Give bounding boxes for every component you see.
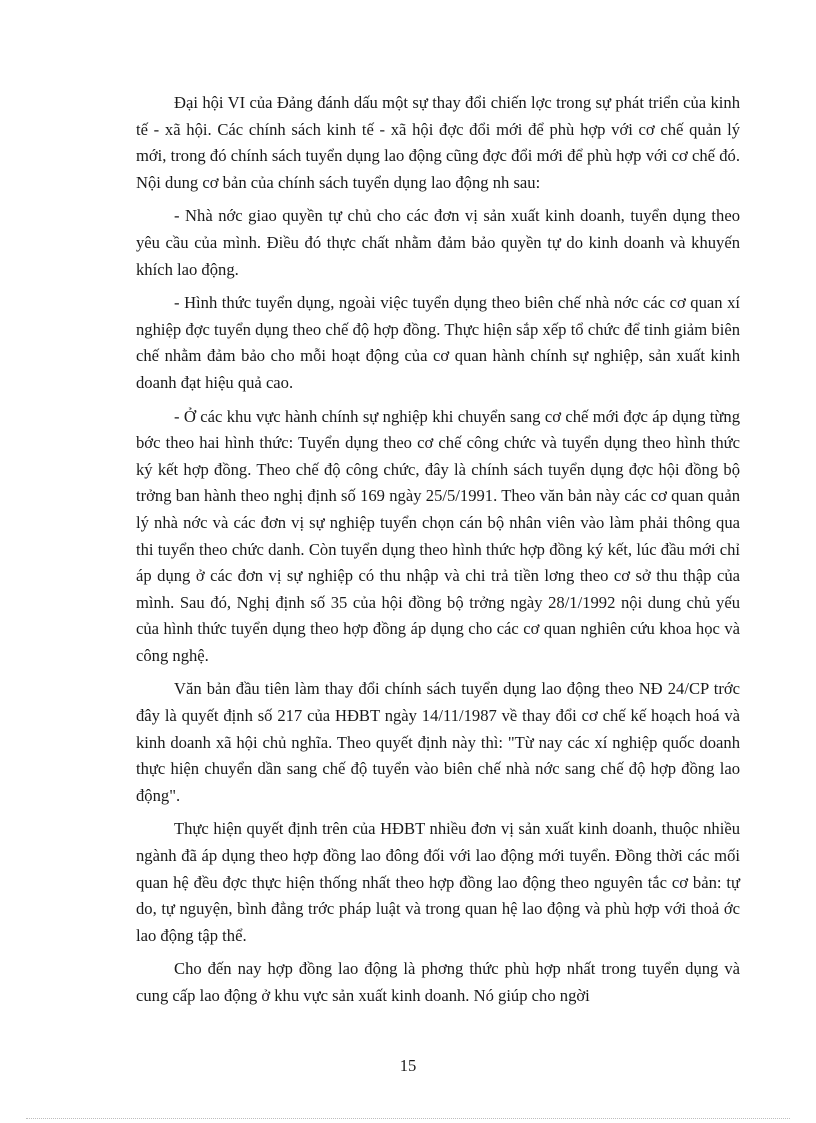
page-number: 15 — [399, 1056, 417, 1075]
paragraph-decision-217: Văn bản đầu tiên làm thay đổi chính sách tuyển dụng lao động theo NĐ 24/CP trớc đây là quyết định số 217 của HĐBT ngày 14/11/1987 về thay đổi cơ chế kế hoạch hoá và kinh doanh xã hội chủ nghĩa. Theo quyết định này thì: "Từ nay các xí nghiệp quốc doanh thực hiện chuyển dần sang chế độ tuyển vào biên chế nhà nớc sang chế độ hợp đồng lao động". — [136, 679, 740, 805]
paragraph-implementation: Thực hiện quyết định trên của HĐBT nhiều đơn vị sản xuất kinh doanh, thuộc nhiều ngành đã áp dụng theo hợp đồng lao đông đối với lao động mới tuyển. Đồng thời các mối quan hệ đều đợc thực hiện thống nhất theo hợp đồng lao động theo nguyên tắc cơ bản: tự do, tự nguyện, bình đẳng trớc pháp luật và trong quan hệ lao động và phù hợp với thoả ớc lao động tập thể. — [136, 819, 740, 945]
paragraph-labor-contract: Cho đến nay hợp đồng lao động là phơng thức phù hợp nhất trong tuyển dụng và cung cấp lao động ở khu vực sản xuất kinh doanh. Nó giúp cho ngời — [136, 959, 740, 1005]
paragraph-intro: Đại hội VI của Đảng đánh dấu một sự thay đổi chiến lợc trong sự phát triển của kinh tế - xã hội. Các chính sách kinh tế - xã hội đợc đổi mới để phù hợp với cơ chế quản lý mới, trong đó chính sách tuyển dụng lao động cũng đợc đổi mới để phù hợp với cơ chế đó. Nội dung cơ bản của chính sách tuyển dụng lao động nh sau: — [136, 93, 740, 192]
paragraph-recruitment-form: - Hình thức tuyển dụng, ngoài việc tuyển dụng theo biên chế nhà nớc các cơ quan xí nghiệp đợc tuyển dụng theo chế độ hợp đồng. Thực hiện sắp xếp tổ chức để tinh giảm biên chế nhằm đảm bảo cho mỗi hoạt động của cơ quan hành chính sự nghiệp, sản xuất kinh doanh đạt hiệu quả cao. — [136, 293, 740, 392]
page-bottom-divider — [26, 1118, 790, 1119]
paragraph-administrative-sector: - Ở các khu vực hành chính sự nghiệp khi chuyển sang cơ chế mới đợc áp dụng từng bớc theo hai hình thức: Tuyển dụng theo cơ chế công chức và tuyển dụng theo hình thức ký kết hợp đồng. Theo chế độ công chức, đây là chính sách tuyển dụng đợc hội đồng bộ trởng ban hành theo nghị định số 169 ngày 25/5/1991. Theo văn bản này các cơ quan quản lý nhà nớc và các đơn vị sự nghiệp tuyển chọn cán bộ nhân viên vào làm phải thông qua thi tuyển theo chức danh. Còn tuyển dụng theo hình thức hợp đồng ký kết, lúc đầu mới chỉ áp dụng ở các đơn vị sự nghiệp có thu nhập và chi trả tiền lơng theo cơ sở thu thập của mình. Sau đó, Nghị định số 35 của hội đồng bộ trởng ngày 28/1/1992 nội dung chủ yếu của hình thức tuyển dụng theo hợp đồng áp dụng cho các cơ quan nghiên cứu khoa học và công nghệ. — [136, 406, 740, 665]
paragraph-state-autonomy: - Nhà nớc giao quyền tự chủ cho các đơn vị sản xuất kinh doanh, tuyển dụng theo yêu cầu của mình. Điều đó thực chất nhằm đảm bảo quyền tự do kinh doanh và khuyến khích lao động. — [136, 206, 740, 279]
document-body — [136, 90, 740, 1017]
